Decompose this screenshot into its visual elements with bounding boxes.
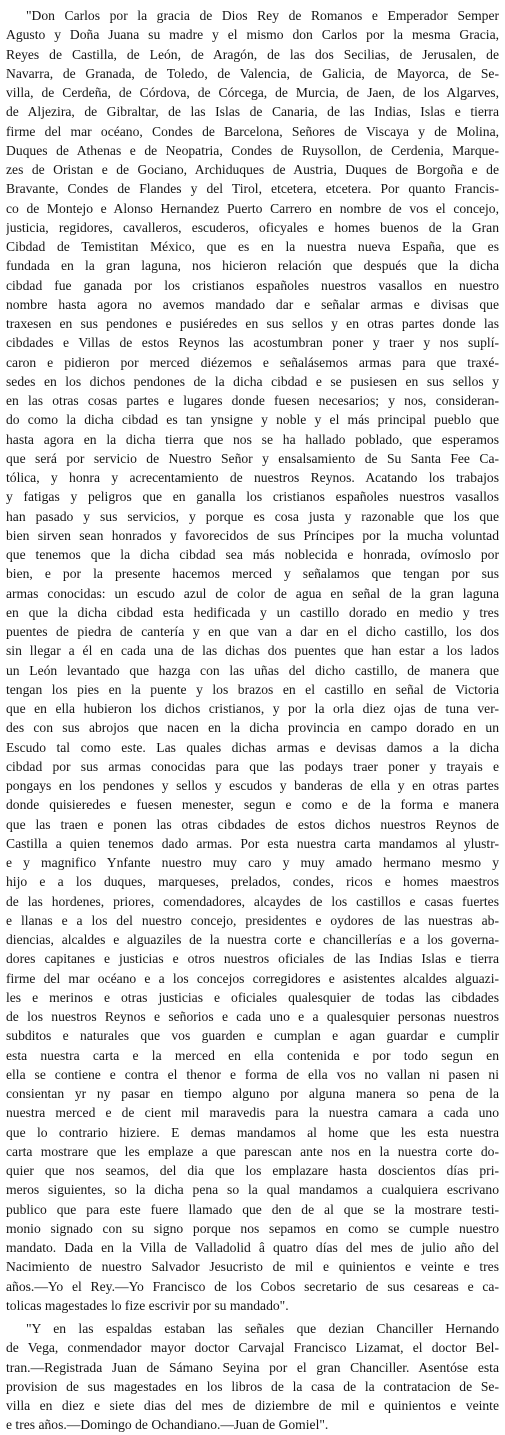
text-line: pongays en los pendones y sellos y escudos y banderas de ella y en otras partes [6, 778, 499, 793]
text-line: mandato. Dada en la Villa de Valladolid â quatro días del mes de julio año del [6, 1240, 499, 1255]
text-line: diencias, alcaldes e alguaziles de la nuestra corte e chancillerías e a los governa- [6, 932, 499, 947]
text-line: hijo e a los duques, marqueses, prelados, condes, ricos e homes maestros [6, 874, 499, 890]
text-line: tran.—Registrada Juan de Sámano Seyina por el gran Chanciller. Asentóse esta [6, 1359, 499, 1375]
text-line: firme del mar océano e a los concejos corregidores e asistentes alcaldes alguazi- [6, 970, 499, 986]
text-line: quier que nos seamos, del dia que los emplazare hasta doscientos días pri- [6, 1163, 499, 1178]
text-line: caron e pidieron por merced diézemos e señalásemos armas para que traxé- [6, 354, 499, 370]
text-line: publico que para este fuere llamado que den de al que se la mostrare testi- [6, 1201, 499, 1217]
text-line: Bravante, Condes de Flandes y del Tirol, etcetera, etcetera. Por quanto Francis- [6, 181, 499, 197]
text-line: carta mostrare que les emplaze a que parescan ante nos en la nuestra corte do- [6, 1143, 499, 1159]
text-line: Navarra, de Granada, de Toledo, de Valencia, de Galicia, de Mayorca, de Se- [6, 65, 499, 81]
text-line: sin llegar a él en cada una de las dichas dos puentes que han estar a los lados [6, 643, 499, 659]
text-line: y fatigas y peligros que en ganalla los cristianos españoles nuestros vasallos [6, 489, 499, 505]
text-line: un León levantado que hazga con las uñas del dicho castillo, de manera que [6, 662, 499, 678]
text-line: donde quisieredes e fuesen menester, segun e como e de la forma e manera [6, 797, 499, 813]
text-line: sedes en los dichos pendones de la dicha cibdad e se pusiesen en sus sellos y [6, 373, 499, 389]
text-line: de Vega, conmendador mayor doctor Carvajal Francisco Lizamat, el doctor Bel- [6, 1340, 499, 1356]
text-line: des con sus abrojos que nacen en la dicha provincia en campo dorado en un [6, 720, 499, 736]
text-line: de los nuestros Reynos e señorios e cada uno e a qualesquier personas nuestros [6, 1009, 499, 1024]
text-line: do como la dicha cibdad es tan ynsigne y noble y el más principal pueblo que [6, 412, 499, 428]
text-line: consientan yr ny pasar en tiempo alguno por alguna manera so pena de la [6, 1086, 499, 1101]
text-line: que las traen e ponen las otras cibdades de estos dichos nuestros Reynos de [6, 816, 499, 832]
text-line: que tenemos que la dicha cibdad sea más noblecida e honrada, ovímoslo por [6, 547, 499, 562]
royal-decree-paragraph [6, 6, 499, 1315]
text-line: esta nuestra carta e la merced en ella contenida e por todo segun en [6, 1047, 499, 1063]
text-line: ella se contiene e contra el thenor e forma de ella vos no vallan ni pasen ni [6, 1066, 499, 1082]
text-line: que lo contrario hiziere. E demas mandamos al home que les esta nuestra [6, 1124, 499, 1140]
text-line: e y magnifico Ynfante nuestro muy caro y muy amado hermano mesmo y [6, 855, 499, 870]
document-body [6, 6, 499, 1435]
text-line: bien, e por la presente hacemos merced y señalamos que tengan por sus [6, 566, 499, 582]
text-line: en las otras cosas partes e lugares donde fuesen necesarios; y nos, consideran- [6, 393, 499, 408]
text-line: e llanas e a los del nuestro concejo, presidentes e oydores de las nuestras ab- [6, 912, 499, 928]
text-line: años.—Yo el Rey.—Yo Francisco de los Cobos secretario de sus cesareas e ca- [6, 1278, 499, 1294]
text-line: cibdad por sus armas conocidas para que las podays traer poner y trayais e [6, 758, 499, 774]
text-line: subditos e naturales que vos guarden e cumplan e agan guardar e cumplir [6, 1028, 499, 1044]
text-line: e tres años.—Domingo de Ochandiano.—Juan de Gomiel". [6, 1417, 329, 1433]
text-line: villa, de Cerdeña, de Córdova, de Córcega, de Murcia, de Jaen, de los Algarves, [6, 85, 499, 100]
text-line: puentes de piedra de cantería y en que van a dar en el dicho castillo, los dos [6, 624, 499, 639]
text-line: zes de Oristan e de Gociano, Archiduques de Austria, Duques de Borgoña e de [6, 162, 499, 177]
text-line: justicia, regidores, cavalleros, escuderos, oficyales e homes buenos de la Gran [6, 219, 499, 235]
text-line: bien sirven sean honrados y favorecidos de sus Príncipes por la mucha voluntad [6, 527, 499, 543]
text-line: tolicas magestades lo fize escrivir por su mandado". [6, 1297, 289, 1313]
text-line: meros siguientes, so la dicha pena so la qual mandamos a cualquiera escrivano [6, 1182, 499, 1198]
text-line: "Don Carlos por la gracia de Dios Rey de Romanos e Emperador Semper [26, 8, 499, 23]
text-line: Reyes de Castilla, de León, de Aragón, de las dos Secilias, de Jerusalen, de [6, 46, 499, 62]
text-line: Castilla a quien tenemos dado armas. Por esta nuestra carta mandamos al ylustr- [6, 835, 499, 851]
text-line: les e merinos e otras justicias e oficiales qualesquier de todas las cibdades [6, 989, 499, 1005]
text-line: villa en diez e siete dias del mes de diziembre de mil e quinientos e veinte [6, 1398, 499, 1413]
text-line: fundada en la gran laguna, nos hicieron relación que después que la dicha [6, 258, 499, 274]
text-line: firme del mar océano, Condes de Barcelona, Señores de Viscaya y de Molina, [6, 123, 499, 139]
text-line: monio signado con su signo porque nos sepamos en como se cumple nuestro [6, 1220, 499, 1236]
text-line: traxesen en sus pendones e pusiéredes en sus sellos y en otras partes donde las [6, 316, 499, 331]
text-line: de Aljezira, de Gibraltar, de las Islas de Canaria, de las Indias, Islas e tierra [6, 104, 499, 120]
text-line: tengan los pies en la puente y los brazos en el castillo en señal de Victoria [6, 681, 499, 697]
text-line: cibdad fue ganada por los cristianos españoles nuestros vasallos en nuestro [6, 277, 499, 293]
text-line: dores capitanes e justicias e otros nuestros oficiales de las Indias Islas e tierra [6, 951, 499, 967]
text-line: Escudo tal como este. Las quales dichas armas e devisas damos a la dicha [6, 739, 499, 755]
text-line: Cibdad de Temistitan México, que es en la nuestra nueva España, que es [6, 239, 499, 254]
text-line: provision de sus magestades en los libros de la casa de la contratacion de Se- [6, 1378, 499, 1394]
text-line: que en ella hubieron los dichos cristianos, y por la orla diez ojas de tuna ver- [6, 701, 499, 716]
endorsement-paragraph [6, 1319, 499, 1435]
text-line: hasta agora en la dicha tierra que nos se ha hallado poblado, que esperamos [6, 431, 499, 447]
text-line: co de Montejo e Alonso Hernandez Puerto Carrero en nombre de vos el concejo, [6, 200, 499, 216]
text-line: de las hordenes, priores, comendadores, alcaydes de los castillos e casas fuertes [6, 893, 499, 909]
text-line: tólica, y honra y acrecentamiento de nuestros Reynos. Acatando los trabajos [6, 470, 499, 485]
text-line: Duques de Athenas e de Neopatria, Condes de Ruysollon, de Cerdenia, Marque- [6, 142, 499, 158]
text-line: Agusto y Doña Juana su madre y el mismo don Carlos por la mesma Gracia, [6, 27, 499, 43]
text-line: nombre hasta agora no avemos mandado dar e señalar armas e divisas que [6, 296, 499, 312]
text-line: han pasado y sus servicios, y porque es cosa justa y razonable que los que [6, 508, 499, 524]
text-line: armas conocidas: un escudo azul de color de agua en señal de la gran laguna [6, 585, 499, 601]
text-line: que será por servicio de Nuestro Señor y ensalsamiento de Su Santa Fee Ca- [6, 450, 499, 466]
text-line: Nacimiento de nuestro Salvador Jesucristo de mil e quinientos e veinte e tres [6, 1259, 499, 1275]
text-line: nuestra merced e de cient mil maravedis para la nuestra camara a cada uno [6, 1105, 499, 1121]
text-line: cibdades e Villas de estos Reynos las acostumbran poner y traer y nos suplí- [6, 335, 499, 351]
text-line: en que la dicha cibdad esta hedificada y un castillo dorado en medio y tres [6, 604, 499, 620]
text-line: "Y en las espaldas estaban las señales que dezian Chanciller Hernando [26, 1321, 499, 1336]
